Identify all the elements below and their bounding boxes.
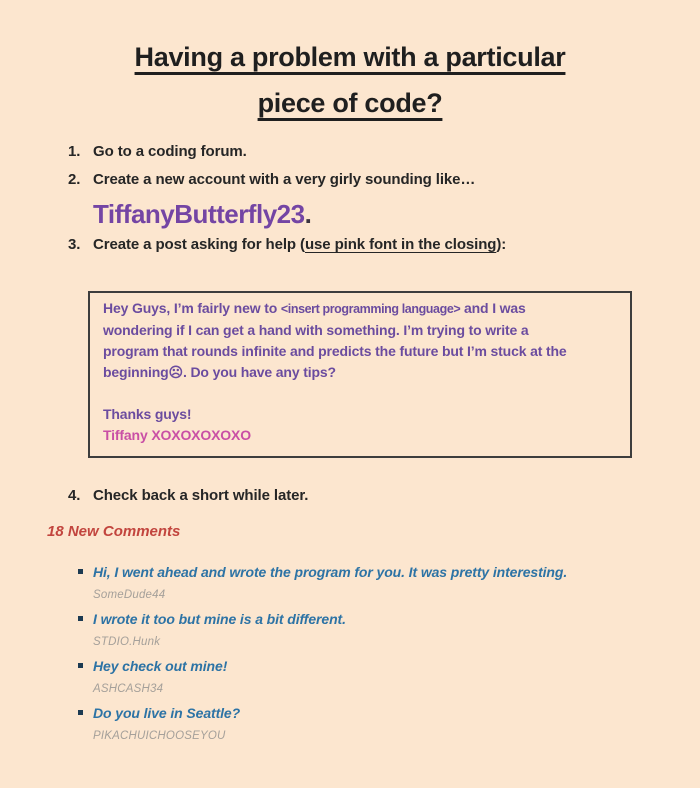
comment-item-2	[0, 608, 700, 652]
step-2-number: 2.	[68, 171, 81, 188]
step-3-text-after: ):	[496, 236, 507, 253]
comment-text: I wrote it too but mine is a bit different.	[93, 611, 346, 627]
comment-item-3	[0, 655, 700, 699]
page-title	[0, 0, 700, 126]
page-title-line-2: piece of code?	[257, 88, 443, 118]
comments-list	[0, 561, 700, 746]
bullet-icon	[78, 663, 83, 668]
post-line-3: program that rounds infinite and predicts the future but I’m stuck at the	[103, 343, 567, 359]
comment-body	[93, 702, 240, 746]
comment-item-1	[0, 561, 700, 605]
sad-face-icon: ☹	[168, 364, 183, 380]
forum-post-box	[88, 291, 632, 458]
post-line-4	[103, 362, 617, 383]
comment-body	[93, 608, 346, 652]
comment-body	[93, 655, 227, 699]
comment-text: Hi, I went ahead and wrote the program for you. It was pretty interesting.	[93, 564, 568, 580]
girly-username-text: TiffanyButterfly23	[93, 199, 305, 229]
insert-language-placeholder: <insert programming language>	[280, 302, 461, 316]
step-4-text: Check back a short while later.	[93, 487, 309, 504]
post-line-4-text: beginning	[103, 364, 169, 380]
comment-text: Do you live in Seattle?	[93, 705, 241, 721]
page-title-line-1: Having a problem with a particular	[134, 42, 566, 72]
post-line-1	[103, 298, 617, 320]
post-line-1-tail: and I was	[460, 300, 526, 316]
comment-author: PIKACHUICHOOSEYOU	[93, 730, 226, 742]
comment-author: STDIO.Hunk	[93, 636, 161, 648]
post-line-2: wondering if I can get a hand with something. I’m trying to write a	[103, 322, 529, 338]
post-signature: Tiffany XOXOXOXOXO	[103, 427, 251, 443]
step-3-text-before: Create a post asking for help (	[93, 236, 305, 253]
comment-author: SomeDude44	[93, 589, 166, 601]
post-thanks: Thanks guys!	[103, 406, 192, 422]
comment-item-4	[0, 702, 700, 746]
steps-list	[0, 142, 700, 506]
post-line-4-tail: . Do you have any tips?	[182, 364, 336, 380]
bullet-icon	[78, 616, 83, 621]
step-1-text: Go to a coding forum.	[93, 143, 247, 160]
girly-username-period: .	[304, 199, 312, 229]
comment-author: ASHCASH34	[93, 683, 164, 695]
bullet-icon	[78, 569, 83, 574]
comment-text: Hey check out mine!	[93, 658, 228, 674]
step-2	[0, 170, 700, 190]
girly-username	[93, 198, 700, 230]
post-blank-line	[103, 383, 617, 404]
step-3-underlined-text: use pink font in the closing	[304, 236, 497, 253]
step-3-text	[93, 235, 506, 255]
comment-body	[93, 561, 567, 605]
comments-header: 18 New Comments	[47, 523, 181, 540]
step-2-text: Create a new account with a very girly sounding like…	[93, 171, 476, 188]
step-4-number: 4.	[68, 487, 81, 504]
step-4	[0, 486, 700, 506]
bullet-icon	[78, 710, 83, 715]
step-3	[0, 235, 700, 255]
step-1-number: 1.	[68, 143, 81, 160]
post-line-1-text: Hey Guys, I’m fairly new to	[103, 300, 281, 316]
step-3-number: 3.	[68, 236, 81, 253]
step-1	[0, 142, 700, 162]
